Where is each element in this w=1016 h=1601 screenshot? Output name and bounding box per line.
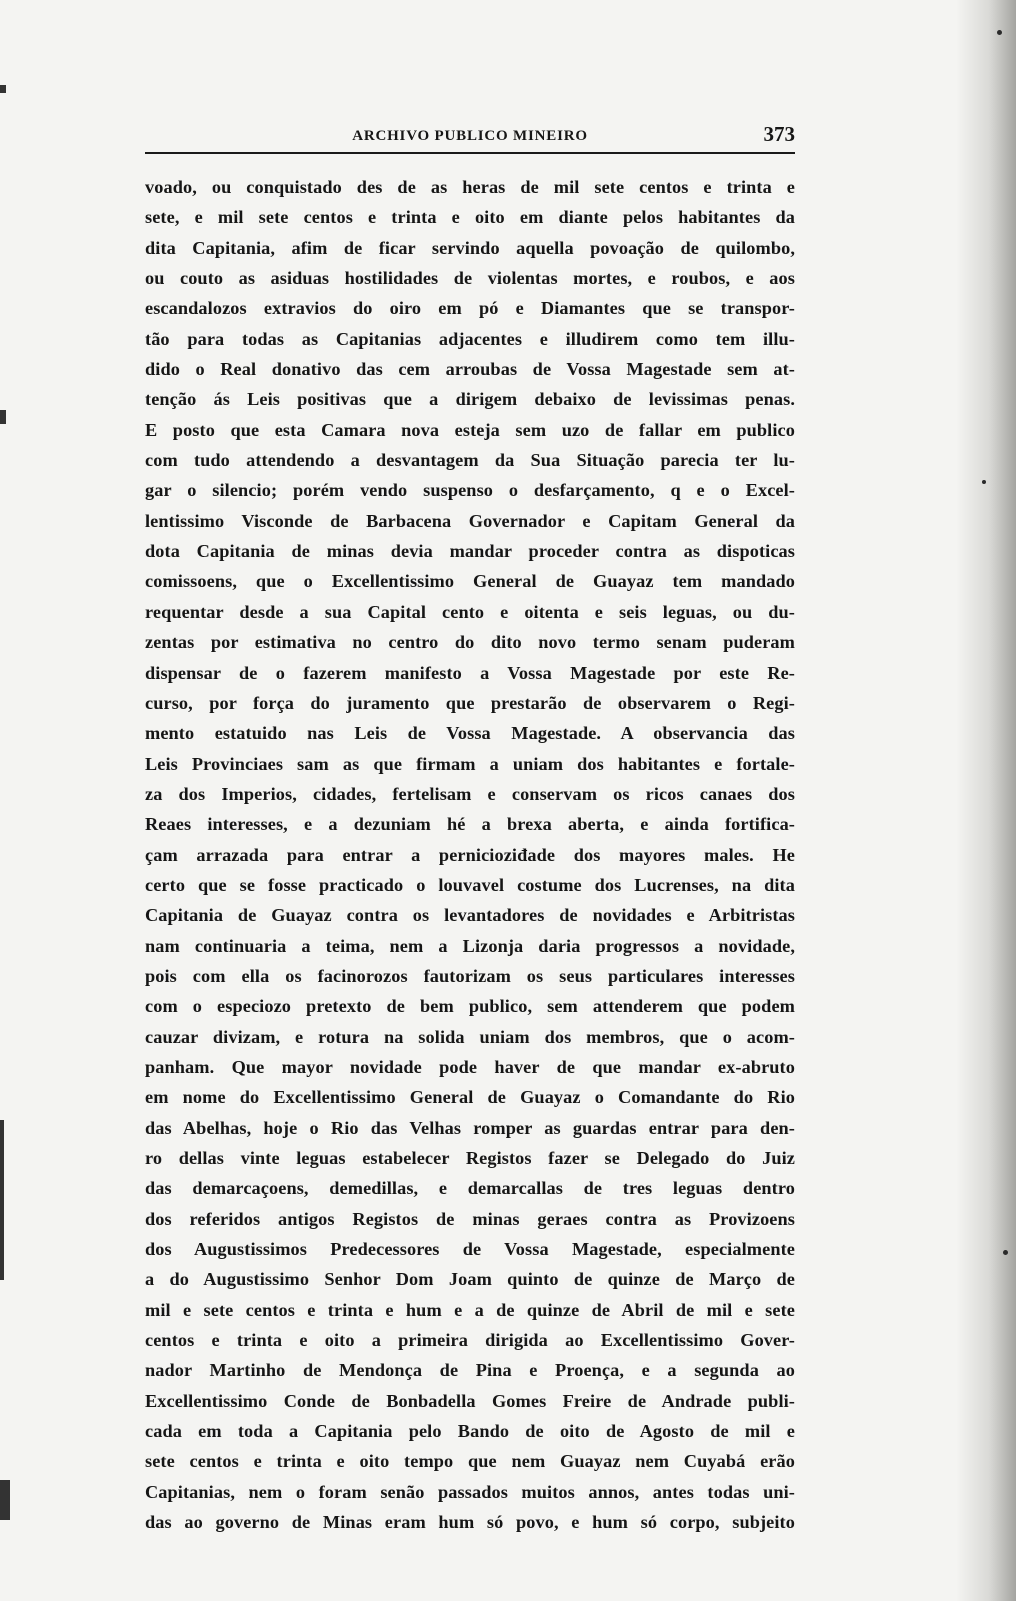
binding-mark (0, 85, 6, 93)
text-line: tão para todas as Capitanias adjacentes e illudirem como tem illu- (145, 328, 795, 349)
text-line: dota Capitania de minas devia mandar proceder contra as dispoticas (145, 541, 795, 562)
text-line: dido o Real donativo das cem arroubas de Vossa Magestade sem at- (145, 359, 795, 380)
text-line: Capitanias, nem o foram senão passados muitos annos, antes todas uni- (145, 1481, 795, 1502)
text-line: centos e trinta e oito a primeira dirigida ao Excellentissimo Gover- (145, 1330, 795, 1351)
text-line: dita Capitania, afim de ficar servindo aquella povoação de quilombo, (145, 237, 795, 258)
edge-speck (1003, 1250, 1008, 1255)
text-line: Leis Provinciaes sam as que firmam a uniam dos habitantes e fortale- (145, 753, 795, 774)
text-line: dos referidos antigos Registos de minas geraes contra as Provizoens (145, 1208, 795, 1229)
text-line: com tudo attendendo a desvantagem da Sua Situação parecia ter lu- (145, 450, 795, 471)
page-edge-shadow (956, 0, 1016, 1601)
text-line: pois com ella os facinorozos fautorizam os seus particulares interesses (145, 965, 795, 986)
text-line: Excellentissimo Conde de Bonbadella Gomes Freire de Andrade publi- (145, 1390, 795, 1411)
text-line: escandalozos extravios do oiro em pó e Diamantes que se transpor- (145, 298, 795, 319)
binding-mark (0, 1480, 10, 1520)
text-line: Capitania de Guayaz contra os levantadores de novidades e Arbitristas (145, 905, 795, 926)
text-line: das demarcaçoens, demedillas, e demarcallas de tres leguas dentro (145, 1178, 795, 1199)
text-line: dos Augustissimos Predecessores de Vossa Magestade, especialmente (145, 1239, 795, 1260)
binding-mark (0, 410, 6, 424)
text-line: das Abelhas, hoje o Rio das Velhas romper as guardas entrar para den- (145, 1117, 795, 1138)
text-line: nam continuaria a teima, nem a Lizonja daria progressos a novidade, (145, 935, 795, 956)
text-line: gar o silencio; porém vendo suspenso o desfarçamento, q e o Excel- (145, 480, 795, 501)
text-line: zentas por estimativa no centro do dito novo termo senam puderam (145, 632, 795, 653)
text-line: lentissimo Visconde de Barbacena Governador e Capitam General da (145, 510, 795, 531)
text-line: certo que se fosse practicado o louvavel costume dos Lucrenses, na dita (145, 874, 795, 895)
edge-speck (982, 480, 986, 484)
text-line: curso, por força do juramento que prestarão de observarem o Regi- (145, 692, 795, 713)
running-title: ARCHIVO PUBLICO MINEIRO (352, 128, 588, 144)
text-line: em nome do Excellentissimo General de Guayaz o Comandante do Rio (145, 1087, 795, 1108)
text-line: E posto que esta Camara nova esteja sem uzo de fallar em publico (145, 419, 795, 440)
text-line: cauzar divizam, e rotura na solida uniam dos membros, que o acom- (145, 1026, 795, 1047)
text-line: mil e sete centos e trinta e hum e a de quinze de Abril de mil e sete (145, 1299, 795, 1320)
text-line: panham. Que mayor novidade pode haver de que mandar ex-abruto (145, 1056, 795, 1077)
page-number: 373 (763, 122, 795, 146)
text-line: a do Augustissimo Senhor Dom Joam quinto de quinze de Março de (145, 1269, 795, 1290)
running-header (145, 120, 795, 156)
binding-mark (0, 1120, 4, 1280)
text-line: nador Martinho de Mendonça de Pina e Proença, e a segunda ao (145, 1360, 795, 1381)
text-line: tenção ás Leis positivas que a dirigem debaixo de levissimas penas. (145, 389, 795, 410)
text-line: cada em toda a Capitania pelo Bando de oito de Agosto de mil e (145, 1421, 795, 1442)
text-line: ou couto as asiduas hostilidades de violentas mortes, e roubos, e aos (145, 268, 795, 289)
text-line: requentar desde a sua Capital cento e oitenta e seis leguas, ou du- (145, 601, 795, 622)
text-line: ro dellas vinte leguas estabelecer Registos fazer se Delegado do Juiz (145, 1148, 795, 1168)
edge-speck (997, 30, 1002, 35)
text-line: das ao governo de Minas eram hum só povo, e hum só corpo, subjeito (145, 1512, 795, 1533)
text-line: dispensar de o fazerem manifesto a Vossa Magestade por este Re- (145, 662, 795, 683)
text-line: sete, e mil sete centos e trinta e oito em diante pelos habitantes da (145, 207, 795, 228)
body-text (145, 172, 795, 1537)
text-line: Reaes interesses, e a dezuniam hé a brexa aberta, e ainda fortifica- (145, 814, 795, 835)
text-line: mento estatuido nas Leis de Vossa Magestade. A observancia das (145, 723, 795, 744)
text-line: com o especiozo pretexto de bem publico, sem attenderem que podem (145, 996, 795, 1017)
text-line: çam arrazada para entrar a pernicioziđade dos mayores males. He (145, 844, 795, 865)
text-line: sete centos e trinta e oito tempo que nem Guayaz nem Cuyabá erão (145, 1451, 795, 1472)
text-line: voado, ou conquistado des de as heras de mil sete centos e trinta e (145, 177, 795, 197)
header-rule (145, 152, 795, 154)
text-line: comissoens, que o Excellentissimo General de Guayaz tem mandado (145, 571, 795, 592)
text-line: za dos Imperios, cidades, fertelisam e conservam os ricos canaes dos (145, 783, 795, 804)
